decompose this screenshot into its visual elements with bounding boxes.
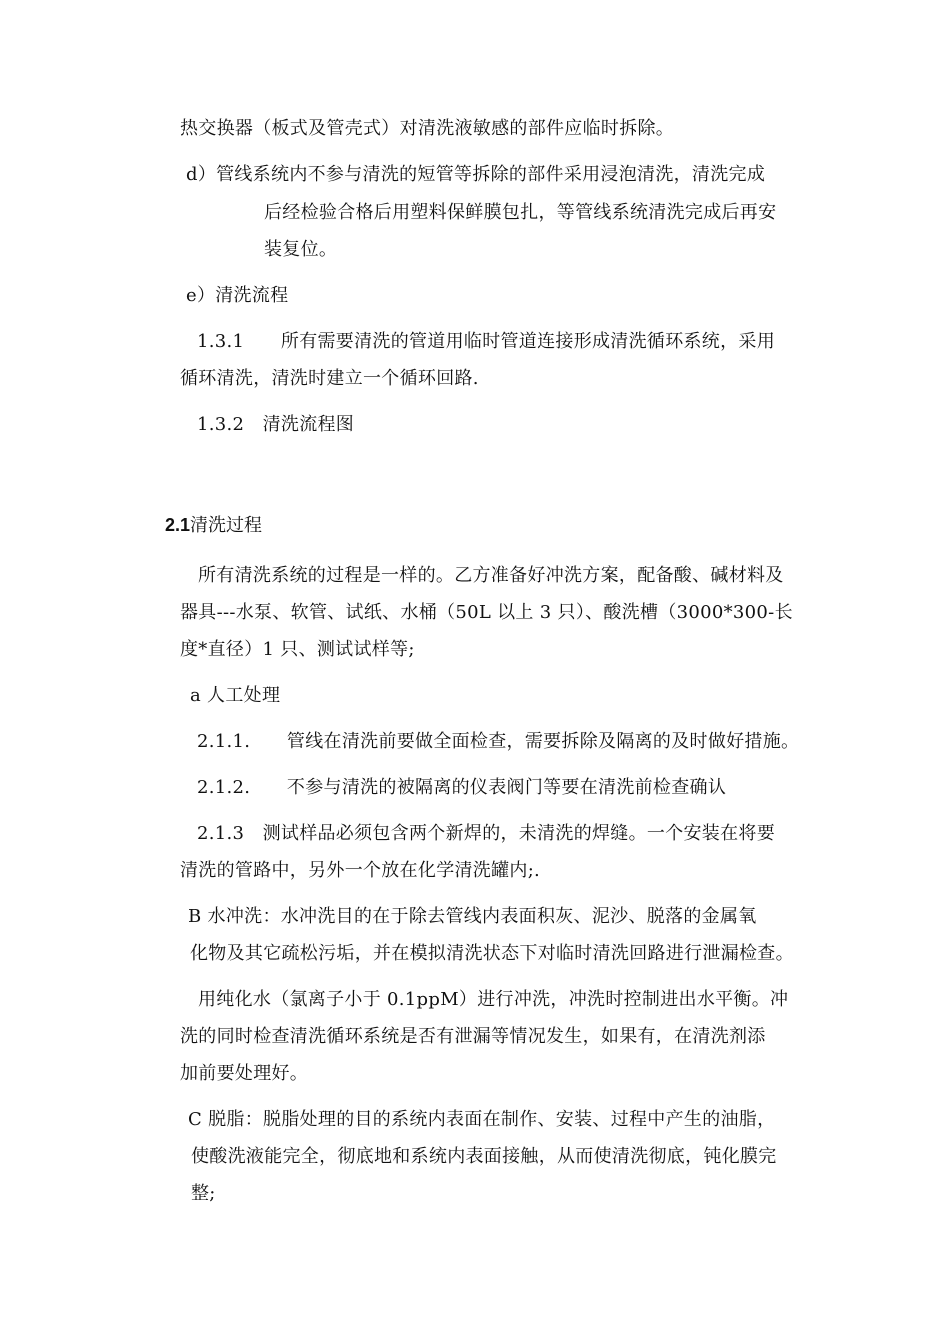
numbered-item-1-3-1-continuation: 循环清洗，清洗时建立一个循环回路. xyxy=(180,368,479,389)
subheading-c: C 脱脂：脱脂处理的目的系统内表面在制作、安装、过程中产生的油脂， xyxy=(188,1109,776,1130)
numbered-item-2-1-1: 2.1.1. 管线在清洗前要做全面检查，需要拆除及隔离的及时做好措施。 xyxy=(197,731,800,752)
list-item-e: e）清洗流程 xyxy=(186,285,289,306)
numbered-item-1-3-1: 1.3.1 所有需要清洗的管道用临时管道连接形成清洗循环系统，采用 xyxy=(197,331,775,352)
paragraph-line: 整; xyxy=(191,1183,216,1204)
paragraph-line: 所有清洗系统的过程是一样的。乙方准备好冲洗方案，配备酸、碱材料及 xyxy=(198,565,784,586)
list-item-d: d）管线系统内不参与清洗的短管等拆除的部件采用浸泡清洗，清洗完成 xyxy=(186,164,766,185)
paragraph-line: 化物及其它疏松污垢，并在模拟清洗状态下对临时清洗回路进行泄漏检查。 xyxy=(190,943,794,964)
section-title: 清洗过程 xyxy=(190,515,263,536)
numbered-item-2-1-2: 2.1.2. 不参与清洗的被隔离的仪表阀门等要在清洗前检查确认 xyxy=(197,777,727,798)
subheading-a: a 人工处理 xyxy=(190,685,281,706)
numbered-item-2-1-3-continuation: 清洗的管路中，另外一个放在化学清洗罐内;. xyxy=(180,860,541,881)
paragraph-line: 用纯化水（氯离子小于 0.1ppM）进行冲洗，冲洗时控制进出水平衡。冲 xyxy=(198,989,789,1010)
list-item-d-continuation: 装复位。 xyxy=(264,239,338,260)
paragraph-line: 使酸洗液能完全，彻底地和系统内表面接触，从而使清洗彻底，钝化膜完 xyxy=(191,1146,777,1167)
paragraph-line: 热交换器（板式及管壳式）对清洗液敏感的部件应临时拆除。 xyxy=(180,118,675,139)
section-heading xyxy=(165,513,262,538)
paragraph-line: 度*直径）1 只、测试试样等; xyxy=(180,639,415,660)
paragraph-line: 器具---水泵、软管、试纸、水桶（50L 以上 3 只）、酸洗槽（3000*300-长 xyxy=(180,602,793,623)
paragraph-line: 洗的同时检查清洗循环系统是否有泄漏等情况发生，如果有，在清洗剂添 xyxy=(180,1026,766,1047)
numbered-item-1-3-2: 1.3.2 清洗流程图 xyxy=(197,414,355,435)
subheading-b: B 水冲洗：水冲洗目的在于除去管线内表面积灰、泥沙、脱落的金属氧 xyxy=(188,906,757,927)
numbered-item-2-1-3: 2.1.3 测试样品必须包含两个新焊的，未清洗的焊缝。一个安装在将要 xyxy=(197,823,775,844)
section-number: 2.1 xyxy=(165,515,191,535)
list-item-d-continuation: 后经检验合格后用塑料保鲜膜包扎，等管线系统清洗完成后再安 xyxy=(264,202,777,223)
paragraph-line: 加前要处理好。 xyxy=(180,1063,309,1084)
